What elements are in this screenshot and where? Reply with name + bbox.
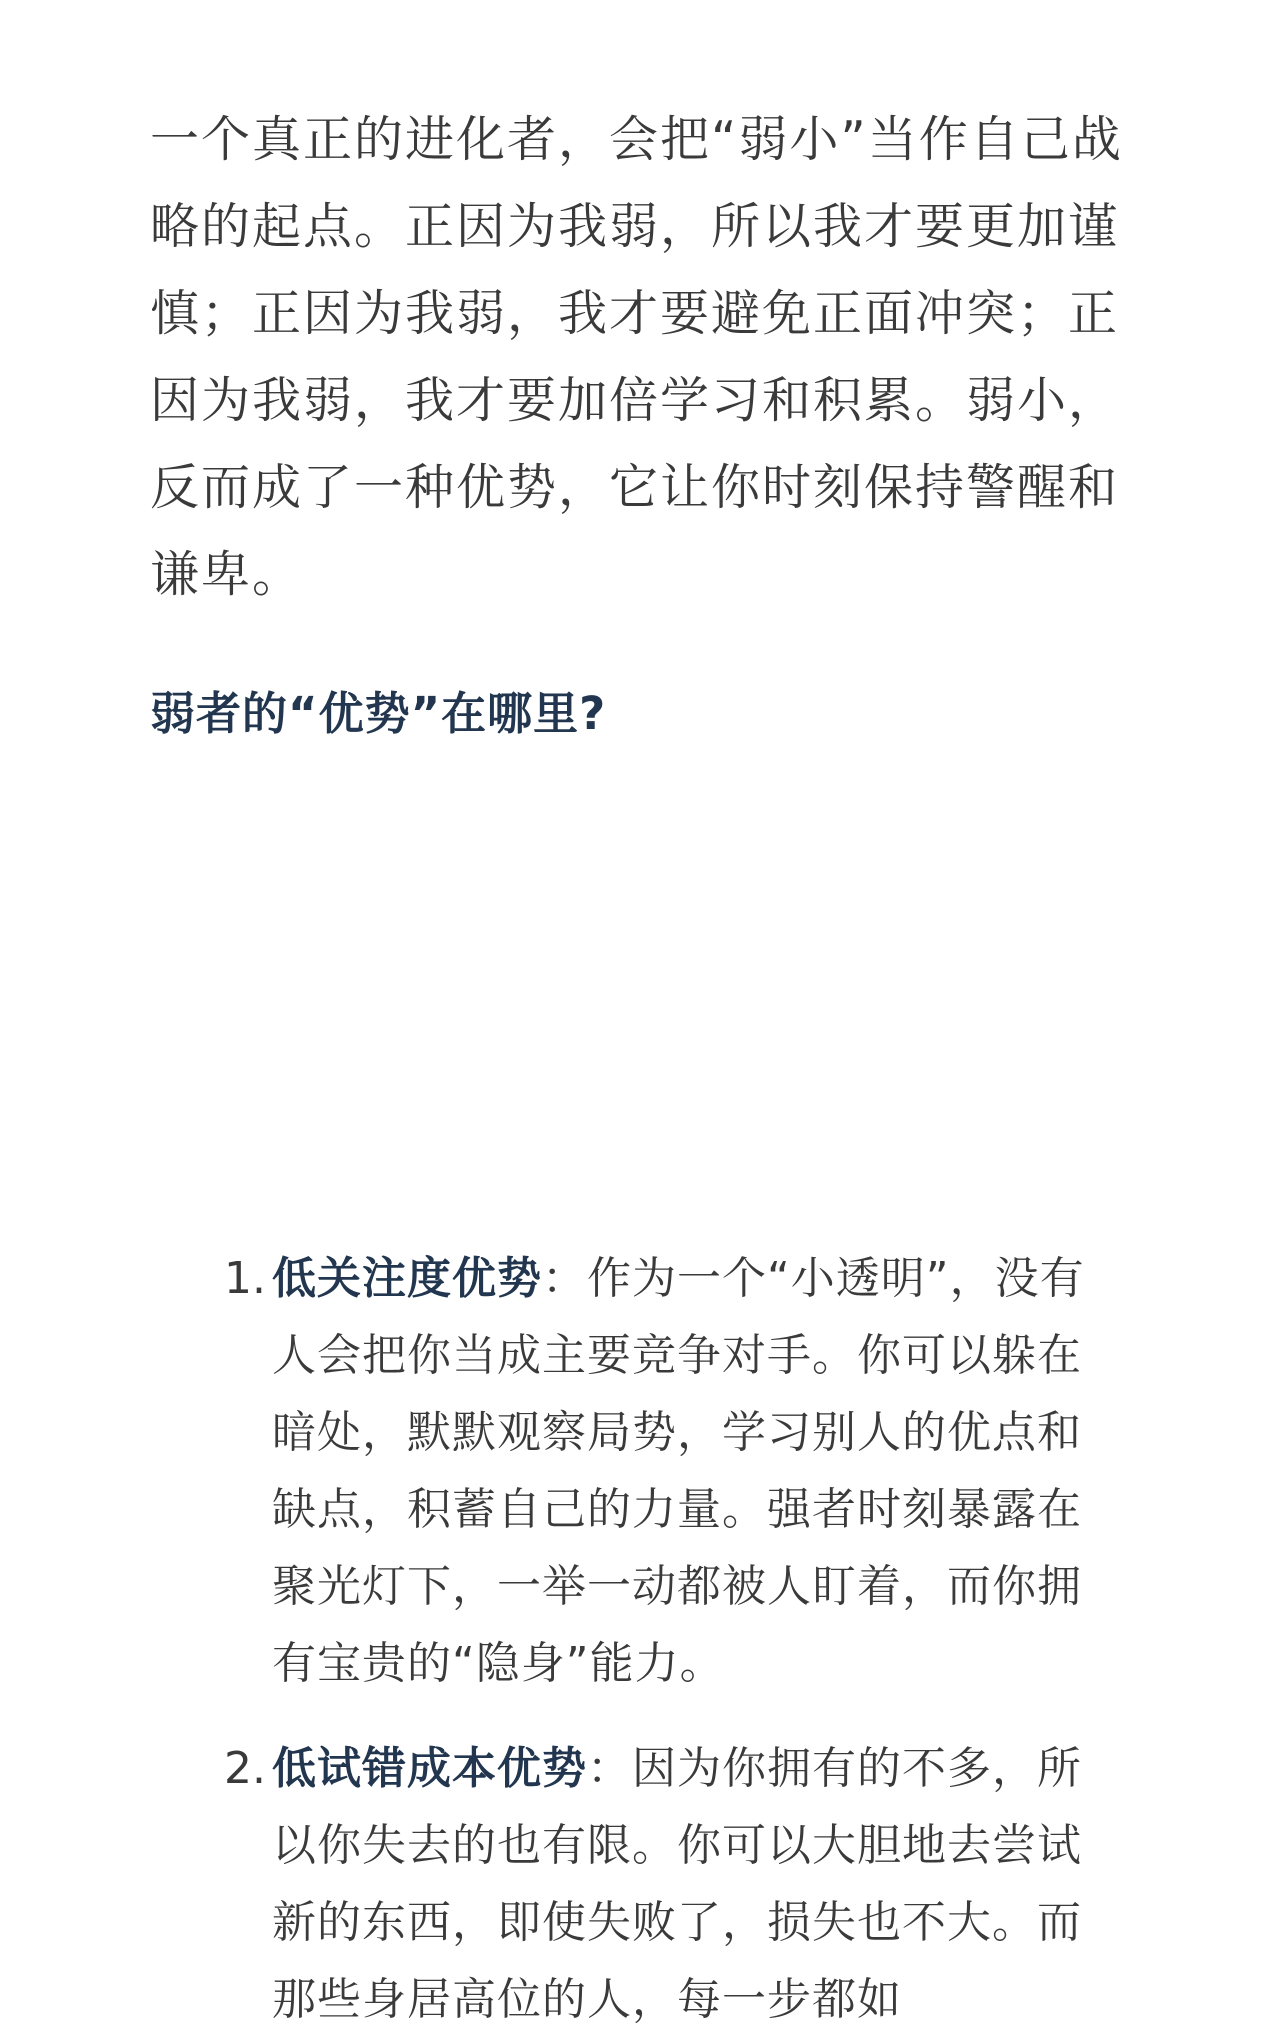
list-item-text: ：因为你拥有的不多，所以你失去的也有限。你可以大胆地去尝试新的东西，即使失败了，损失也不大。而那些身居高位的人，每一步都如 bbox=[272, 1743, 1082, 2025]
section-heading: 弱者的“优势”在哪里? bbox=[150, 687, 607, 740]
list-item-title: 低关注度优势 bbox=[272, 1253, 542, 1304]
intro-paragraph: 一个真正的进化者，会把“弱小”当作自己战略的起点。正因为我弱，所以我才要更加谨慎；正因为我弱，我才要避免正面冲突；正因为我弱，我才要加倍学习和积累。弱小，反而成了一种优势，它让你时刻保持警醒和谦卑。 bbox=[150, 111, 1123, 603]
list-item-number: 2. bbox=[224, 1743, 266, 1794]
article-content bbox=[150, 96, 1140, 2025]
list-item-body bbox=[272, 1730, 1102, 2038]
list-item-number: 1. bbox=[224, 1253, 266, 1304]
list-item-body bbox=[272, 1240, 1102, 1702]
list-item-title: 低试错成本优势 bbox=[272, 1743, 587, 1794]
list-item-text: ：作为一个“小透明”，没有人会把你当成主要竞争对手。你可以躲在暗处，默默观察局势，学习别人的优点和缺点，积蓄自己的力量。强者时刻暴露在聚光灯下，一举一动都被人盯着，而你拥有宝贵的“隐身”能力。 bbox=[272, 1253, 1085, 1689]
